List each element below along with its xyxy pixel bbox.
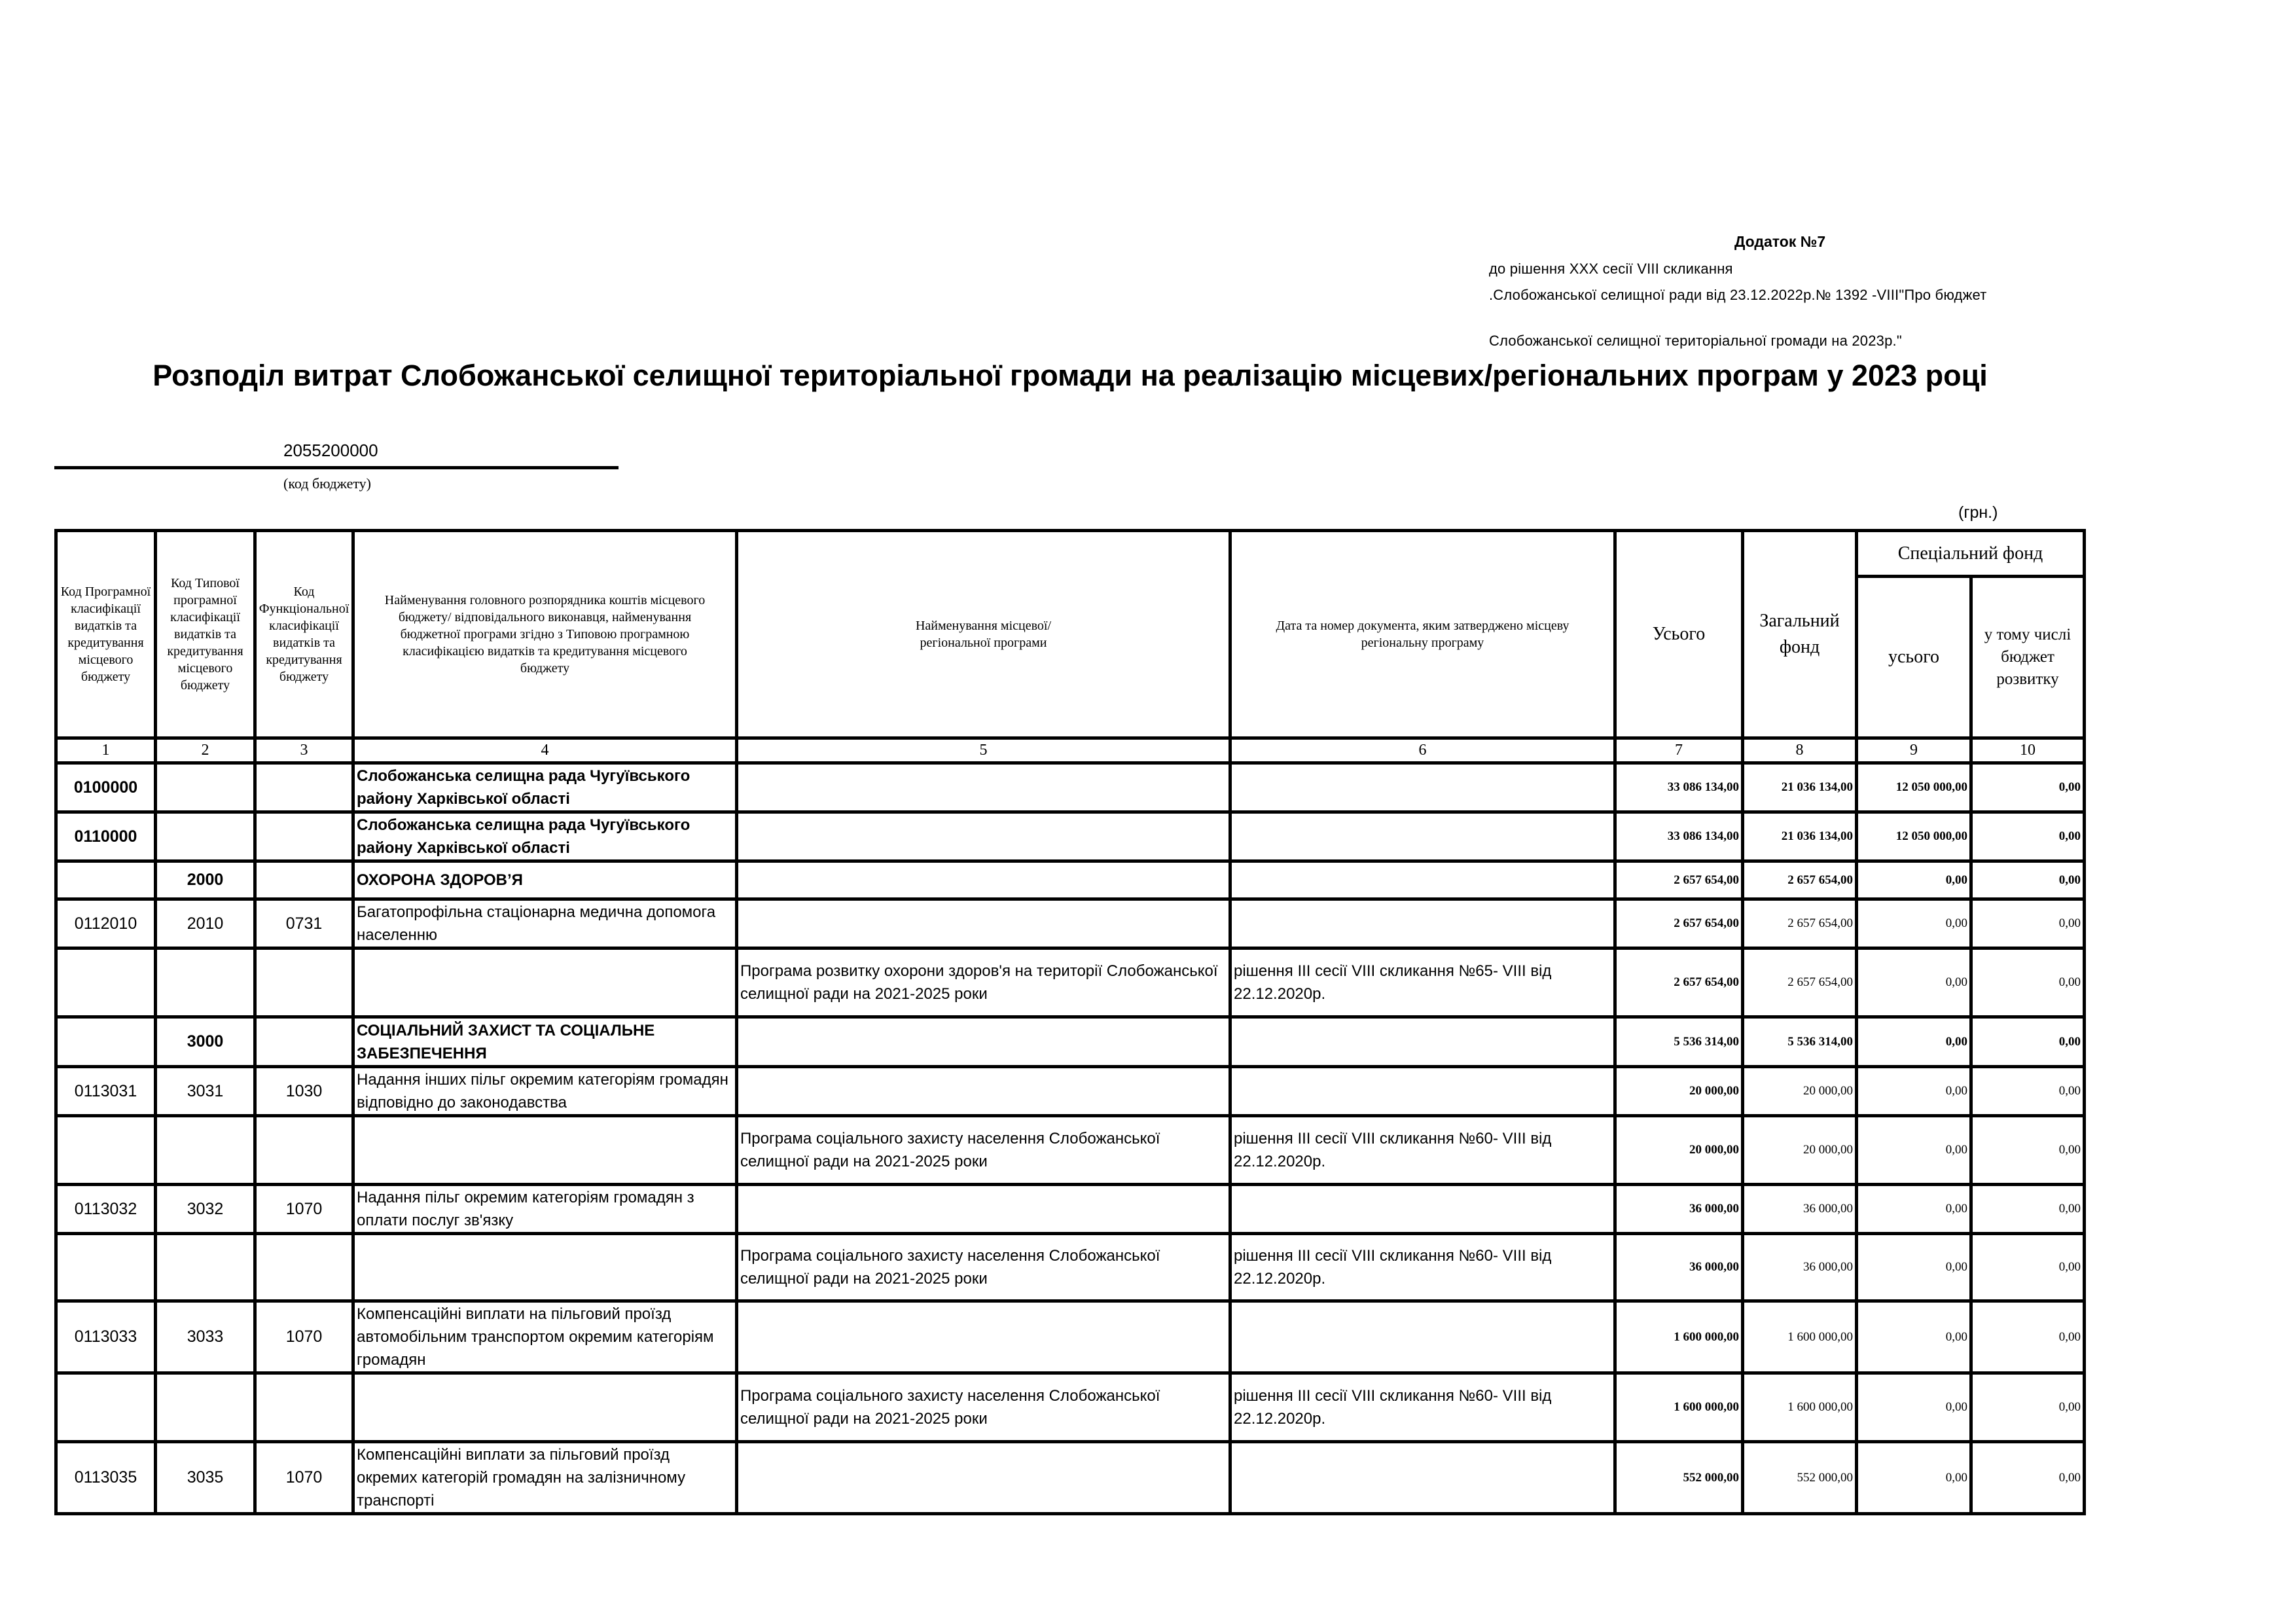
column-number: 10 [1971,738,2085,763]
total-amount: 2 657 654,00 [1615,948,1743,1017]
approval-document: рішення ІІІ сесії VIII скликання №60- VIII від 22.12.2020р. [1230,1234,1615,1301]
local-program-name: Програма розвитку охорони здоров'я на території Слобожанської селищної ради на 2021-2025 роки [737,948,1230,1017]
development-budget-amount: 0,00 [1971,763,2085,812]
typical-program-code: 3033 [156,1301,255,1373]
typical-program-code [156,812,255,861]
approval-document [1230,1301,1615,1373]
column-number: 3 [255,738,353,763]
budget-program-name: Слобожанська селищна рада Чугуївського району Харківської області [353,763,737,812]
special-fund-total: 0,00 [1857,1373,1971,1442]
header-col-10: у тому числі бюджет розвитку [1971,577,2085,738]
local-program-name [737,1017,1230,1067]
functional-code [255,1017,353,1067]
approval-document [1230,1017,1615,1067]
approval-document [1230,812,1615,861]
total-amount: 1 600 000,00 [1615,1301,1743,1373]
general-fund-amount: 2 657 654,00 [1743,948,1857,1017]
total-amount: 552 000,00 [1615,1442,1743,1514]
local-program-name [737,812,1230,861]
budget-program-name [353,948,737,1017]
budget-program-name: Багатопрофільна стаціонарна медична допомога населенню [353,899,737,948]
typical-program-code [156,1373,255,1442]
budget-program-name: Надання інших пільг окремим категоріям громадян відповідно до законодавства [353,1067,737,1116]
functional-code [255,1116,353,1185]
total-amount: 1 600 000,00 [1615,1373,1743,1442]
functional-code [255,948,353,1017]
development-budget-amount: 0,00 [1971,1017,2085,1067]
local-program-name [737,1442,1230,1514]
development-budget-amount: 0,00 [1971,1234,2085,1301]
program-code [56,1017,156,1067]
table-row [56,1185,2085,1234]
approval-document: рішення ІІІ сесії VIII скликання №65- VIII від 22.12.2020р. [1230,948,1615,1017]
header-col-3: Код Функціональної класифікації видатків та кредитування бюджету [255,531,353,738]
program-code [56,1116,156,1185]
budget-program-name: Компенсаційні виплати за пільговий проїзд окремих категорій громадян на залізничному транспорті [353,1442,737,1514]
total-amount: 20 000,00 [1615,1067,1743,1116]
local-program-name [737,1067,1230,1116]
table-row [56,861,2085,899]
development-budget-amount: 0,00 [1971,1442,2085,1514]
development-budget-amount: 0,00 [1971,812,2085,861]
general-fund-amount: 5 536 314,00 [1743,1017,1857,1067]
table-row [56,1442,2085,1514]
typical-program-code [156,948,255,1017]
budget-program-name: Компенсаційні виплати на пільговий проїзд автомобільним транспортом окремим категоріям громадян [353,1301,737,1373]
header-special-fund: Спеціальний фонд [1857,531,2085,577]
general-fund-amount: 20 000,00 [1743,1116,1857,1185]
budget-code: 2055200000 [283,441,378,460]
typical-program-code: 3000 [156,1017,255,1067]
local-program-name [737,899,1230,948]
program-code [56,1234,156,1301]
functional-code [255,812,353,861]
approval-document [1230,899,1615,948]
local-program-name [737,861,1230,899]
typical-program-code: 2010 [156,899,255,948]
budget-code-label: (код бюджету) [283,475,371,492]
currency-unit: (грн.) [1958,503,1998,522]
typical-program-code [156,1116,255,1185]
typical-program-code: 2000 [156,861,255,899]
budget-program-name: СОЦІАЛЬНИЙ ЗАХИСТ ТА СОЦІАЛЬНЕ ЗАБЕЗПЕЧЕННЯ [353,1017,737,1067]
budget-code-underline [54,466,619,469]
functional-code: 1070 [255,1301,353,1373]
general-fund-amount: 1 600 000,00 [1743,1373,1857,1442]
column-number: 5 [737,738,1230,763]
special-fund-total: 0,00 [1857,861,1971,899]
table-row [56,1017,2085,1067]
header-col-7: Усього [1615,531,1743,738]
special-fund-total: 0,00 [1857,1017,1971,1067]
special-fund-total: 0,00 [1857,1442,1971,1514]
development-budget-amount: 0,00 [1971,861,2085,899]
general-fund-amount: 36 000,00 [1743,1234,1857,1301]
total-amount: 36 000,00 [1615,1185,1743,1234]
typical-program-code: 3035 [156,1442,255,1514]
development-budget-amount: 0,00 [1971,899,2085,948]
column-number: 4 [353,738,737,763]
table-row [56,763,2085,812]
column-numbers-row [56,738,2085,763]
functional-code [255,1373,353,1442]
general-fund-amount: 20 000,00 [1743,1067,1857,1116]
table-row [56,1301,2085,1373]
special-fund-total: 0,00 [1857,1301,1971,1373]
approval-document [1230,1067,1615,1116]
typical-program-code: 3032 [156,1185,255,1234]
budget-program-name: Слобожанська селищна рада Чугуївського району Харківської області [353,812,737,861]
budget-program-name [353,1234,737,1301]
functional-code: 1030 [255,1067,353,1116]
total-amount: 33 086 134,00 [1615,763,1743,812]
column-number: 9 [1857,738,1971,763]
local-program-name [737,763,1230,812]
header-col-9: усього [1857,577,1971,738]
development-budget-amount: 0,00 [1971,948,2085,1017]
special-fund-total: 12 050 000,00 [1857,763,1971,812]
budget-program-name [353,1116,737,1185]
local-program-name: Програма соціального захисту населення Слобожанської селищної ради на 2021-2025 роки [737,1234,1230,1301]
general-fund-amount: 21 036 134,00 [1743,763,1857,812]
header-col-4: Найменування головного розпорядника коштів місцевого бюджету/ відповідального виконавця, найменування бюджетної програми згідно з Типовою програмною класифікацією видатків та кредитування місцевого бюджету [353,531,737,738]
table-row [56,899,2085,948]
approval-document: рішення ІІІ сесії VIII скликання №60- VIII від 22.12.2020р. [1230,1116,1615,1185]
development-budget-amount: 0,00 [1971,1185,2085,1234]
special-fund-total: 0,00 [1857,1185,1971,1234]
header-col-5: Найменування місцевої/регіональної програми [737,531,1230,738]
typical-program-code [156,1234,255,1301]
appendix-line-3: Слобожанської селищної територіальної громади на 2023р." [1489,333,1902,349]
special-fund-total: 12 050 000,00 [1857,812,1971,861]
special-fund-total: 0,00 [1857,1234,1971,1301]
program-code: 0113032 [56,1185,156,1234]
appendix-line-1: до рішення ХХХ сесії VIII скликання [1489,261,1733,277]
functional-code [255,763,353,812]
typical-program-code [156,763,255,812]
appendix-line-2: .Слобожанської селищної ради від 23.12.2022р.№ 1392 -VIII"Про бюджет [1489,287,1987,303]
development-budget-amount: 0,00 [1971,1067,2085,1116]
special-fund-total: 0,00 [1857,899,1971,948]
local-program-name: Програма соціального захисту населення Слобожанської селищної ради на 2021-2025 роки [737,1373,1230,1442]
table-row [56,1373,2085,1442]
total-amount: 33 086 134,00 [1615,812,1743,861]
general-fund-amount: 552 000,00 [1743,1442,1857,1514]
budget-program-name [353,1373,737,1442]
table-row [56,812,2085,861]
approval-document [1230,861,1615,899]
program-code: 0113033 [56,1301,156,1373]
table-row [56,1067,2085,1116]
column-number: 6 [1230,738,1615,763]
column-number: 1 [56,738,156,763]
program-code [56,948,156,1017]
special-fund-total: 0,00 [1857,1116,1971,1185]
approval-document [1230,1185,1615,1234]
programs-table [54,529,2086,1515]
page-title: Розподіл витрат Слобожанської селищної територіальної громади на реалізацію місцевих/регіональних програм у 2023 році [152,359,1988,392]
functional-code: 1070 [255,1442,353,1514]
total-amount: 2 657 654,00 [1615,861,1743,899]
functional-code [255,861,353,899]
table-row [56,948,2085,1017]
development-budget-amount: 0,00 [1971,1373,2085,1442]
program-code [56,861,156,899]
approval-document [1230,1442,1615,1514]
program-code: 0113031 [56,1067,156,1116]
typical-program-code: 3031 [156,1067,255,1116]
general-fund-amount: 1 600 000,00 [1743,1301,1857,1373]
general-fund-amount: 2 657 654,00 [1743,861,1857,899]
local-program-name [737,1185,1230,1234]
program-code: 0112010 [56,899,156,948]
development-budget-amount: 0,00 [1971,1301,2085,1373]
local-program-name: Програма соціального захисту населення Слобожанської селищної ради на 2021-2025 роки [737,1116,1230,1185]
table-row [56,1234,2085,1301]
column-number: 7 [1615,738,1743,763]
general-fund-amount: 21 036 134,00 [1743,812,1857,861]
program-code: 0113035 [56,1442,156,1514]
functional-code [255,1234,353,1301]
header-col-6: Дата та номер документа, яким затверджено місцеву регіональну програму [1230,531,1615,738]
appendix-title: Додаток №7 [1734,233,1826,250]
total-amount: 2 657 654,00 [1615,899,1743,948]
total-amount: 36 000,00 [1615,1234,1743,1301]
header-col-8: Загальний фонд [1743,531,1857,738]
general-fund-amount: 36 000,00 [1743,1185,1857,1234]
total-amount: 5 536 314,00 [1615,1017,1743,1067]
program-code: 0100000 [56,763,156,812]
approval-document: рішення ІІІ сесії VIII скликання №60- VIII від 22.12.2020р. [1230,1373,1615,1442]
special-fund-total: 0,00 [1857,948,1971,1017]
development-budget-amount: 0,00 [1971,1116,2085,1185]
special-fund-total: 0,00 [1857,1067,1971,1116]
approval-document [1230,763,1615,812]
functional-code: 1070 [255,1185,353,1234]
total-amount: 20 000,00 [1615,1116,1743,1185]
column-number: 2 [156,738,255,763]
general-fund-amount: 2 657 654,00 [1743,899,1857,948]
budget-program-name: Надання пільг окремим категоріям громадян з оплати послуг зв'язку [353,1185,737,1234]
program-code [56,1373,156,1442]
program-code: 0110000 [56,812,156,861]
functional-code: 0731 [255,899,353,948]
table-row [56,1116,2085,1185]
budget-program-name: ОХОРОНА ЗДОРОВ’Я [353,861,737,899]
header-col-2: Код Типової програмної класифікації видатків та кредитування місцевого бюджету [156,531,255,738]
column-number: 8 [1743,738,1857,763]
header-col-1: Код Програмної класифікації видатків та кредитування місцевого бюджету [56,531,156,738]
local-program-name [737,1301,1230,1373]
